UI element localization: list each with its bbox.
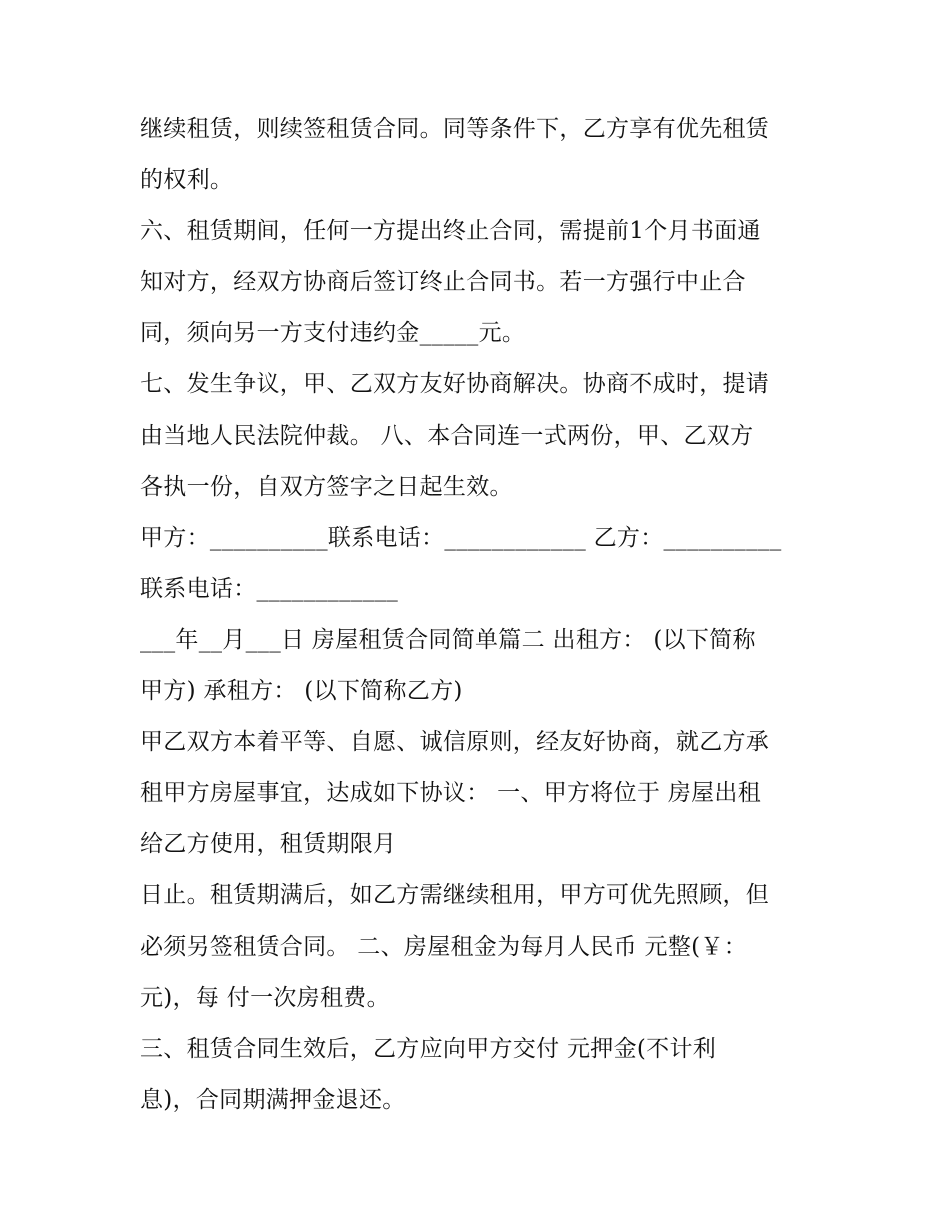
signature-line: 甲方：__________联系电话：____________ 乙方：__________ — [140, 524, 782, 551]
text-line: 知对方，经双方协商后签订终止合同书。若一方强行中止合 — [140, 269, 746, 296]
text-line: 三、租赁合同生效后，乙方应向甲方交付 元押金(不计利 — [140, 1035, 717, 1062]
text-line: 继续租赁，则续签租赁合同。同等条件下，乙方享有优先租赁 — [140, 116, 770, 142]
text-line: 日止。租赁期满后，如乙方需继续租用，甲方可优先照顾，但 — [140, 882, 770, 909]
text-line: 六、租赁期间，任何一方提出终止合同，需提前1个月书面通 — [140, 218, 761, 245]
signature-line: 联系电话：____________ — [140, 575, 399, 602]
text-line: 由当地人民法院仲裁。 八、本合同连一式两份，甲、乙双方 — [140, 422, 754, 449]
text-line: 租甲方房屋事宜，达成如下协议： 一、甲方将位于 房屋出租 — [140, 780, 762, 807]
text-line: 必须另签租赁合同。 二、房屋租金为每月人民币 元整(￥： — [140, 933, 747, 960]
text-line: 的权利。 — [140, 167, 234, 194]
text-line: 给乙方使用，租赁期限月 — [140, 831, 397, 858]
contract-body-text — [140, 104, 820, 1126]
text-line: 元)，每 付一次房租费。 — [140, 984, 390, 1011]
text-line: ___年__月___日 房屋租赁合同简单篇二 出租方： (以下简称 — [140, 626, 756, 653]
text-line: 息)，合同期满押金退还。 — [140, 1086, 406, 1113]
text-line: 同，须向另一方支付违约金_____元。 — [140, 320, 526, 347]
text-line: 各执一份，自双方签字之日起生效。 — [140, 473, 513, 500]
text-line: 甲方) 承租方： (以下简称乙方) — [140, 678, 463, 705]
text-line: 七、发生争议，甲、乙双方友好协商解决。协商不成时，提请 — [140, 371, 770, 398]
text-line: 甲乙双方本着平等、自愿、诚信原则，经友好协商，就乙方承 — [140, 729, 770, 756]
